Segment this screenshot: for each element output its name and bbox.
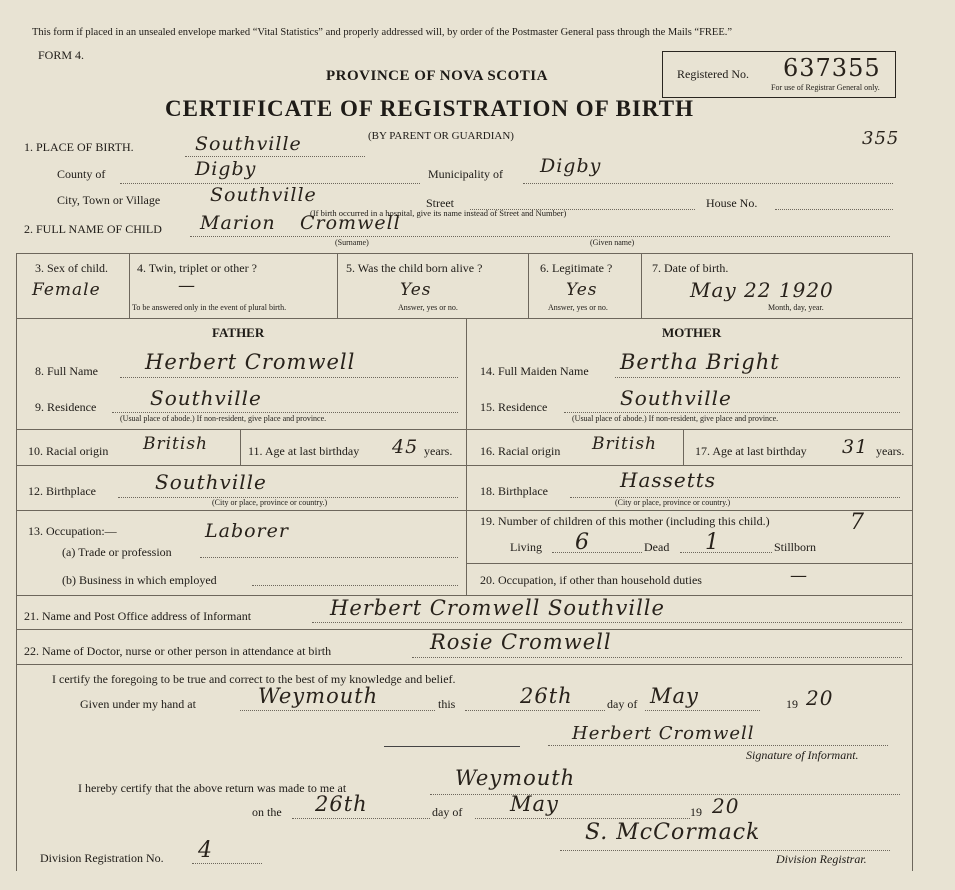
father-residence-note: (Usual place of abode.) If non-resident, give place and province. [120,414,327,423]
informant-signature-caption: Signature of Informant. [746,748,859,762]
twin-note: To be answered only in the event of plural birth. [132,303,287,312]
legitimate-value: Yes [566,280,598,300]
given-year-prefix: 19 [786,697,798,711]
certificate-title: CERTIFICATE OF REGISTRATION OF BIRTH [165,96,694,121]
mother-years: years. [876,444,905,458]
hospital-note: (If birth occurred in a hospital, give its name instead of Street and Number) [310,208,567,218]
stillborn-label: Stillborn [774,540,817,554]
children-label: 19. Number of children of this mother (including this child.) [480,514,770,528]
sex-value: Female [32,280,101,300]
surname-caption: (Surname) [335,238,369,247]
occupation-value: Laborer [205,520,289,542]
legitimate-label: 6. Legitimate ? [540,261,613,275]
mother-residence-value: Southville [620,386,732,410]
dead-value: 1 [705,530,720,555]
child-surname-value: Marion [200,212,276,234]
margin-number: 355 [862,128,900,149]
child-given-value: Cromwell [300,212,401,234]
children-value: 7 [850,510,865,535]
father-age-value: 45 [392,436,419,458]
day-of-label-2: day of [432,805,463,819]
registered-note: For use of Registrar General only. [771,83,880,92]
twin-value: — [178,276,196,296]
informant-label: 21. Name and Post Office address of Informant [24,609,252,623]
mother-name-label: 14. Full Maiden Name [480,364,589,378]
father-name-value: Herbert Cromwell [145,350,356,374]
place-of-birth-label: 1. PLACE OF BIRTH. [24,140,134,154]
mother-residence-label: 15. Residence [480,400,548,414]
father-heading: FATHER [212,325,265,340]
made-year-value: 20 [712,794,740,818]
given-at-value: Weymouth [258,684,379,708]
given-month-value: May [650,684,699,708]
registered-label: Registered No. [677,67,749,81]
province-heading: PROVINCE OF NOVA SCOTIA [326,68,548,84]
postal-notice: This form if placed in an unsealed envelope marked “Vital Statistics” and properly addressed will, by order of the Postmaster General pass through the Mails “FREE.” [32,27,733,38]
twin-label: 4. Twin, triplet or other ? [137,261,257,275]
father-racial-value: British [143,434,208,454]
mother-name-value: Bertha Bright [620,350,780,374]
mother-age-label: 17. Age at last birthday [695,444,807,458]
mother-birthplace-label: 18. Birthplace [480,484,548,498]
father-name-label: 8. Full Name [35,364,98,378]
division-no-value: 4 [198,838,213,863]
city-value: Southville [210,184,317,206]
house-label: House No. [706,196,758,210]
made-day-value: 26th [315,792,368,816]
alive-note: Answer, yes or no. [398,303,458,312]
father-residence-value: Southville [150,386,262,410]
form-number: FORM 4. [38,48,85,62]
child-name-label: 2. FULL NAME OF CHILD [24,222,162,236]
sex-label: 3. Sex of child. [35,261,108,275]
this-label: this [438,697,456,711]
given-year-value: 20 [806,686,834,710]
doctor-value: Rosie Cromwell [430,630,612,654]
certify-statement: I certify the foregoing to be true and correct to the best of my knowledge and belief. [52,672,456,686]
registered-number: 637355 [783,54,881,82]
father-birthplace-note: (City or place, province or country.) [212,498,328,507]
registered-box [662,51,896,98]
living-value: 6 [575,530,590,555]
alive-label: 5. Was the child born alive ? [346,261,483,275]
occupation-label: 13. Occupation:— [28,524,117,538]
mother-birthplace-note: (City or place, province or country.) [615,498,731,507]
on-the-label: on the [252,805,282,819]
father-years: years. [424,444,453,458]
father-age-label: 11. Age at last birthday [248,444,360,458]
father-racial-label: 10. Racial origin [28,444,109,458]
father-residence-label: 9. Residence [35,400,97,414]
hereby-statement: I hereby certify that the above return was made to me at [78,781,347,795]
given-name-caption: (Given name) [590,238,635,247]
father-birthplace-label: 12. Birthplace [28,484,96,498]
given-under-label: Given under my hand at [80,697,196,711]
mother-racial-label: 16. Racial origin [480,444,561,458]
place-of-birth-value: Southville [195,133,302,155]
registrar-signature: S. McCormack [585,820,761,845]
given-day-value: 26th [520,684,573,708]
made-year-prefix: 19 [690,805,702,819]
legitimate-note: Answer, yes or no. [548,303,608,312]
alive-value: Yes [400,280,432,300]
business-label: (b) Business in which employed [62,573,217,587]
mother-heading: MOTHER [662,325,722,340]
division-registrar-caption: Division Registrar. [776,852,867,866]
informant-value: Herbert Cromwell Southville [330,596,665,620]
division-no-label: Division Registration No. [40,851,164,865]
dead-label: Dead [644,540,670,554]
certificate-subtitle: (BY PARENT OR GUARDIAN) [368,130,514,142]
county-value: Digby [195,158,257,180]
trade-label: (a) Trade or profession [62,545,172,559]
doctor-label: 22. Name of Doctor, nurse or other person in attendance at birth [24,644,332,658]
county-label: County of [57,167,106,181]
mother-occupation-value: — [790,566,808,586]
mother-racial-value: British [592,434,657,454]
city-label: City, Town or Village [57,193,161,207]
day-of-label: day of [607,697,638,711]
mother-birthplace-value: Hassetts [620,468,717,492]
dob-value: May 22 1920 [690,278,834,302]
informant-signature: Herbert Cromwell [572,723,755,744]
mother-age-value: 31 [842,436,869,458]
dob-note: Month, day, year. [768,303,824,312]
made-at-value: Weymouth [455,766,576,790]
living-label: Living [510,540,542,554]
municipality-label: Municipality of [428,167,503,181]
street-label: Street [426,196,454,210]
father-birthplace-value: Southville [155,470,267,494]
dob-label: 7. Date of birth. [652,261,729,275]
mother-occupation-label: 20. Occupation, if other than household duties [480,573,702,587]
mother-residence-note: (Usual place of abode.) If non-resident, give place and province. [572,414,779,423]
made-month-value: May [510,792,559,816]
municipality-value: Digby [540,155,602,177]
